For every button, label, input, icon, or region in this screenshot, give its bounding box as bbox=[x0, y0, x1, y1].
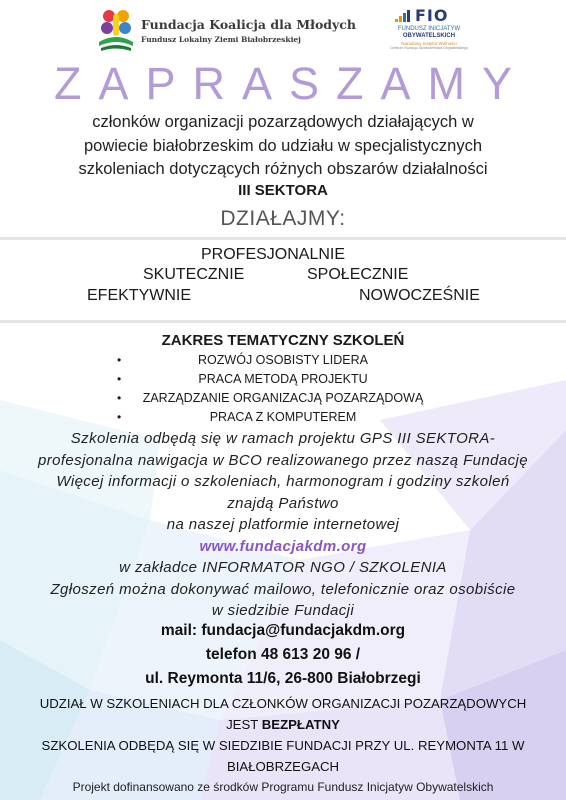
info-line: w zakładce INFORMATOR NGO / SZKOLENIA bbox=[119, 559, 447, 576]
list-item bbox=[0, 370, 566, 389]
list-item bbox=[0, 389, 566, 408]
list-item bbox=[0, 408, 566, 427]
dzialajmy-heading: DZIAŁAJMY: bbox=[220, 207, 346, 230]
intro-line: powiecie białobrzeskim do udziału w specjalistycznych bbox=[83, 136, 482, 155]
participation-info bbox=[0, 693, 566, 777]
fio-logo bbox=[389, 6, 469, 56]
fio-line3: Narodowy Instytut Wolności bbox=[401, 41, 457, 46]
bullet: • bbox=[117, 353, 122, 367]
intro-line: członków organizacji pozarządowych działających w bbox=[92, 113, 474, 131]
topic-label: ZARZĄDZANIE ORGANIZACJĄ POZARZĄDOWĄ bbox=[142, 391, 424, 405]
fio-line2: OBYWATELSKICH bbox=[402, 33, 456, 39]
logo-subtitle: Fundusz Lokalny Ziemi Białobrzeskiej bbox=[141, 35, 301, 44]
fio-title: FIO bbox=[415, 6, 449, 25]
zakres-title: ZAKRES TEMATYCZNY SZKOLEŃ bbox=[161, 332, 405, 349]
topic-label: PRACA Z KOMPUTEREM bbox=[209, 410, 357, 424]
info-line: Szkolenia odbędą się w ramach projektu GPS III SEKTORA- bbox=[70, 430, 496, 447]
funding-credit: Projekt dofinansowano ze środków Programu Fundusz Inicjatyw Obywatelskich bbox=[72, 780, 494, 794]
free-prefix: JEST bbox=[226, 717, 259, 732]
fio-line4: Centrum Rozwoju Społeczeństwa Obywatelskiego bbox=[389, 46, 468, 50]
bullet: • bbox=[117, 372, 122, 386]
contact-email[interactable]: mail: fundacja@fundacjakdm.org bbox=[160, 622, 406, 639]
info-line: w siedzibie Fundacji bbox=[211, 602, 355, 619]
contact-address: ul. Reymonta 11/6, 26-800 Białobrzegi bbox=[145, 670, 421, 687]
contact-block bbox=[0, 619, 566, 691]
info-line: znajdą Państwo bbox=[227, 494, 339, 512]
keyword-nowoczesnie: NOWOCZEŚNIE bbox=[359, 287, 480, 304]
list-item bbox=[0, 351, 566, 370]
headline: ZAPRASZAMY bbox=[53, 58, 530, 109]
heart-people-icon bbox=[97, 6, 135, 52]
topic-list bbox=[0, 351, 566, 427]
sektor-label: III SEKTORA bbox=[238, 182, 328, 199]
info-line: Zgłoszeń można dokonywać mailowo, telefonicznie oraz osobiście bbox=[50, 580, 516, 598]
keyword-skutecznie: SKUTECZNIE bbox=[143, 266, 245, 283]
footer-line: UDZIAŁ W SZKOLENIACH DLA CZŁONKÓW ORGANIZACJI POZARZĄDOWYCH bbox=[39, 696, 527, 711]
divider bbox=[0, 237, 566, 240]
info-line: profesjonalna nawigacja w BCO realizowanego przez naszą Fundację bbox=[37, 451, 529, 469]
logo-title: Fundacja Koalicja dla Młodych bbox=[141, 17, 356, 32]
koalicja-logo bbox=[97, 6, 356, 52]
info-text bbox=[0, 428, 566, 622]
keyword-efektywnie: EFEKTYWNIE bbox=[87, 287, 192, 304]
divider bbox=[0, 320, 566, 323]
footer-line: BIAŁOBRZEGACH bbox=[226, 759, 340, 774]
fio-line1: FUNDUSZ INICJATYW bbox=[397, 26, 461, 32]
topic-label: ROZWÓJ OSOBISTY LIDERA bbox=[198, 353, 368, 367]
website-link[interactable]: www.fundacjakdm.org bbox=[199, 537, 367, 555]
bullet: • bbox=[117, 410, 122, 424]
info-line: Więcej informacji o szkoleniach, harmonogram i godziny szkoleń bbox=[56, 473, 510, 490]
contact-phone: telefon 48 613 20 96 / bbox=[205, 646, 361, 663]
info-line: na naszej platformie internetowej bbox=[166, 516, 400, 533]
keyword-profesjonalnie: PROFESJONALNIE bbox=[201, 246, 346, 263]
intro-text bbox=[0, 111, 566, 182]
topic-label: PRACA METODĄ PROJEKTU bbox=[198, 372, 368, 386]
fio-dots-icon bbox=[395, 9, 413, 23]
intro-line: szkoleniach dotyczących różnych obszarów działalności bbox=[78, 160, 488, 178]
free-label: BEZPŁATNY bbox=[261, 717, 340, 732]
bullet: • bbox=[117, 391, 122, 405]
footer-line bbox=[0, 714, 566, 735]
footer-line: SZKOLENIA ODBĘDĄ SIĘ W SIEDZIBIE FUNDACJI PRZY UL. REYMONTA 11 W bbox=[41, 738, 525, 753]
keyword-spolecznie: SPOŁECZNIE bbox=[307, 266, 409, 283]
